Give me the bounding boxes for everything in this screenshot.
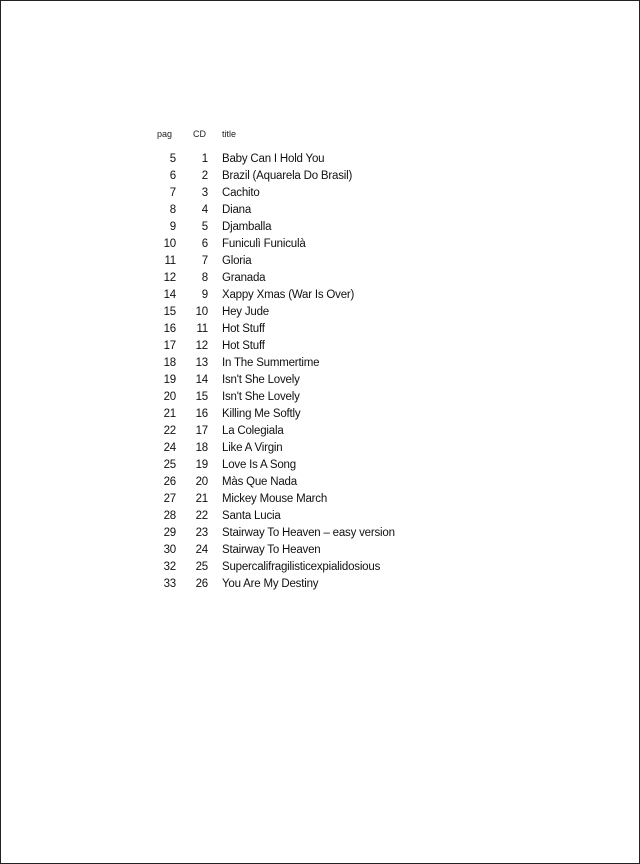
- row-song-title: Màs Que Nada: [222, 476, 297, 488]
- row-song-title: La Colegiala: [222, 425, 284, 437]
- table-row: [150, 474, 450, 491]
- row-cd-track: 13: [195, 357, 208, 369]
- row-song-title: Santa Lucia: [222, 510, 281, 522]
- row-song-title: Funiculì Funiculà: [222, 238, 306, 250]
- row-song-title: Baby Can I Hold You: [222, 153, 325, 165]
- row-cd-track: 11: [196, 323, 208, 335]
- row-song-title: Diana: [222, 204, 252, 216]
- row-cd-track: 8: [201, 272, 208, 284]
- row-page-number: 22: [163, 425, 176, 437]
- table-row: [150, 151, 450, 168]
- row-page-number: 6: [169, 170, 176, 182]
- table-row: [150, 253, 450, 270]
- row-song-title: Mickey Mouse March: [222, 493, 328, 505]
- row-song-title: Hot Stuff: [222, 323, 265, 335]
- table-row: [150, 202, 450, 219]
- table-row: [150, 270, 450, 287]
- row-page-number: 12: [163, 272, 176, 284]
- row-page-number: 10: [163, 238, 176, 250]
- row-cd-track: 21: [195, 493, 208, 505]
- row-song-title: Hot Stuff: [222, 340, 265, 352]
- row-cd-track: 26: [195, 578, 208, 590]
- row-song-title: Love Is A Song: [222, 459, 296, 471]
- row-cd-track: 23: [195, 527, 208, 539]
- row-page-number: 19: [163, 374, 176, 386]
- row-cd-track: 1: [201, 153, 208, 165]
- row-cd-track: 12: [195, 340, 208, 352]
- row-song-title: Supercalifragilisticexpialidosious: [222, 561, 381, 573]
- table-row: [150, 321, 450, 338]
- row-song-title: Stairway To Heaven – easy version: [222, 527, 395, 539]
- row-cd-track: 16: [195, 408, 208, 420]
- row-cd-track: 17: [195, 425, 208, 437]
- row-cd-track: 4: [201, 204, 208, 216]
- row-song-title: Gloria: [222, 255, 252, 267]
- row-page-number: 28: [163, 510, 176, 522]
- table-row: [150, 406, 450, 423]
- row-cd-track: 5: [201, 221, 208, 233]
- table-row: [150, 576, 450, 593]
- row-cd-track: 22: [195, 510, 208, 522]
- row-page-number: 26: [163, 476, 176, 488]
- header-title: title: [222, 129, 237, 139]
- table-row: [150, 491, 450, 508]
- row-page-number: 29: [163, 527, 176, 539]
- row-page-number: 27: [163, 493, 176, 505]
- table-row: [150, 457, 450, 474]
- table-of-contents: [150, 127, 450, 593]
- row-song-title: In The Summertime: [222, 357, 320, 369]
- table-row: [150, 338, 450, 355]
- row-cd-track: 2: [201, 170, 208, 182]
- row-page-number: 21: [163, 408, 176, 420]
- row-page-number: 7: [169, 187, 176, 199]
- table-row: [150, 304, 450, 321]
- header-cd: CD: [193, 129, 206, 139]
- row-cd-track: 9: [201, 289, 208, 301]
- row-page-number: 18: [163, 357, 176, 369]
- table-row: [150, 287, 450, 304]
- row-cd-track: 18: [195, 442, 208, 454]
- row-page-number: 5: [169, 153, 176, 165]
- table-row: [150, 559, 450, 576]
- row-page-number: 30: [163, 544, 176, 556]
- table-row: [150, 236, 450, 253]
- row-page-number: 8: [169, 204, 176, 216]
- row-page-number: 33: [163, 578, 176, 590]
- row-page-number: 32: [163, 561, 176, 573]
- row-page-number: 11: [164, 255, 176, 267]
- row-song-title: Isn't She Lovely: [222, 374, 300, 386]
- row-song-title: Djamballa: [222, 221, 272, 233]
- row-page-number: 9: [169, 221, 176, 233]
- table-row: [150, 355, 450, 372]
- row-cd-track: 24: [195, 544, 208, 556]
- table-row: [150, 440, 450, 457]
- row-page-number: 14: [163, 289, 176, 301]
- row-song-title: Cachito: [222, 187, 260, 199]
- row-song-title: You Are My Destiny: [222, 578, 319, 590]
- row-cd-track: 20: [195, 476, 208, 488]
- table-row: [150, 508, 450, 525]
- row-page-number: 15: [163, 306, 176, 318]
- table-row: [150, 372, 450, 389]
- row-cd-track: 14: [195, 374, 208, 386]
- row-song-title: Stairway To Heaven: [222, 544, 321, 556]
- row-cd-track: 3: [201, 187, 208, 199]
- table-row: [150, 423, 450, 440]
- row-page-number: 25: [163, 459, 176, 471]
- row-song-title: Hey Jude: [222, 306, 269, 318]
- table-row: [150, 219, 450, 236]
- table-row: [150, 389, 450, 406]
- table-row: [150, 525, 450, 542]
- row-page-number: 17: [163, 340, 176, 352]
- row-song-title: Granada: [222, 272, 266, 284]
- header-pag: pag: [157, 129, 173, 139]
- row-cd-track: 19: [195, 459, 208, 471]
- table-row: [150, 168, 450, 185]
- row-page-number: 16: [163, 323, 176, 335]
- row-cd-track: 10: [195, 306, 208, 318]
- row-song-title: Xappy Xmas (War Is Over): [222, 289, 355, 301]
- toc-header: [150, 127, 450, 141]
- row-cd-track: 25: [195, 561, 208, 573]
- toc-rows: [150, 151, 450, 593]
- table-row: [150, 542, 450, 559]
- row-cd-track: 7: [201, 255, 208, 267]
- row-song-title: Killing Me Softly: [222, 408, 301, 420]
- row-page-number: 24: [163, 442, 176, 454]
- row-cd-track: 15: [195, 391, 208, 403]
- row-page-number: 20: [163, 391, 176, 403]
- row-song-title: Brazil (Aquarela Do Brasil): [222, 170, 353, 182]
- row-song-title: Isn't She Lovely: [222, 391, 300, 403]
- table-row: [150, 185, 450, 202]
- row-song-title: Like A Virgin: [222, 442, 283, 454]
- row-cd-track: 6: [201, 238, 208, 250]
